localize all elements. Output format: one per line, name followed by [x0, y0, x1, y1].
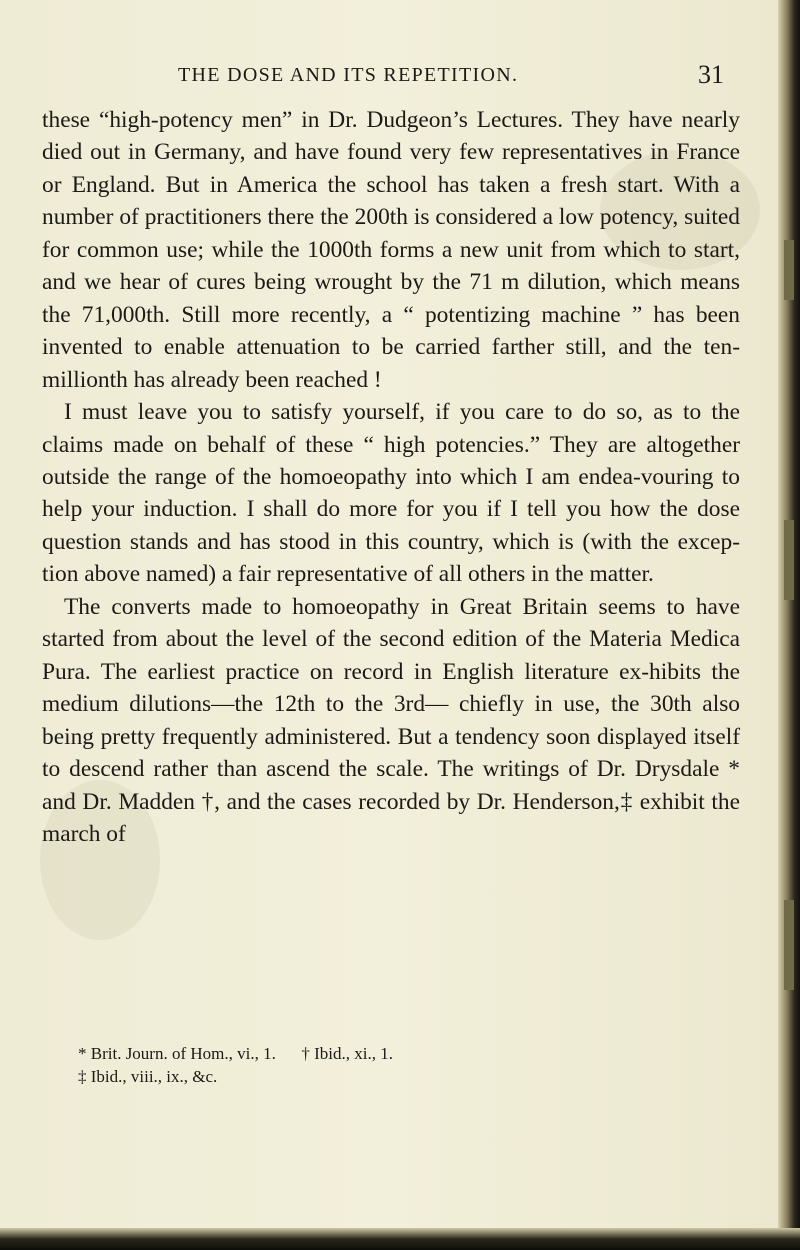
page-header: [102, 60, 724, 98]
page-number: 31: [698, 60, 724, 89]
book-bottom-edge: [0, 1228, 800, 1250]
body-text: [42, 104, 740, 850]
footnotes: [78, 1042, 698, 1088]
book-spine-edge: [778, 0, 800, 1250]
paragraph-1: these “high-potency men” in Dr. Dudgeon’s Lectures. They have nearly died out in Germany, and have found very few representatives in France or England. But in America the school has taken a fresh start. With a number of practitioners there the 200th is considered a low potency, suited for common use; while the 1000th forms a new unit from which to start, and we hear of cures being wrought by the 71 m dilution, which means the 71,000th. Still more recently, a “ potentizing machine ” has been invented to enable attenuation to be carried farther still, and the ten-millionth has already been reached !: [42, 107, 740, 393]
footnote-line-2: ‡ Ibid., viii., ix., &c.: [78, 1067, 218, 1086]
paragraph-2: I must leave you to satisfy yourself, if you care to do so, as to the claims made on behalf of these “ high potencies.” They are altogether outside the range of the homoeopathy into which I am endea-vouring to help your induction. I shall do more for you if I tell you how the dose question stands and has stood in this country, which is (with the excep-tion above named) a fair representative of all others in the matter.: [42, 399, 740, 588]
running-title: THE DOSE AND ITS REPETITION.: [178, 64, 519, 86]
footnote-line-1: * Brit. Journ. of Hom., vi., 1. † Ibid., xi., 1.: [78, 1044, 393, 1063]
paragraph-3: The converts made to homoeopathy in Great Britain seems to have started from about the level of the second edition of the Materia Medica Pura. The earliest practice on record in English literature ex-hibits the medium dilutions—the 12th to the 3rd— chiefly in use, the 30th also being pretty frequently administered. But a tendency soon displayed itself to descend rather than ascend the scale. The writings of Dr. Drysdale * and Dr. Madden †, and the cases recorded by Dr. Henderson,‡ exhibit the march of: [42, 593, 740, 847]
